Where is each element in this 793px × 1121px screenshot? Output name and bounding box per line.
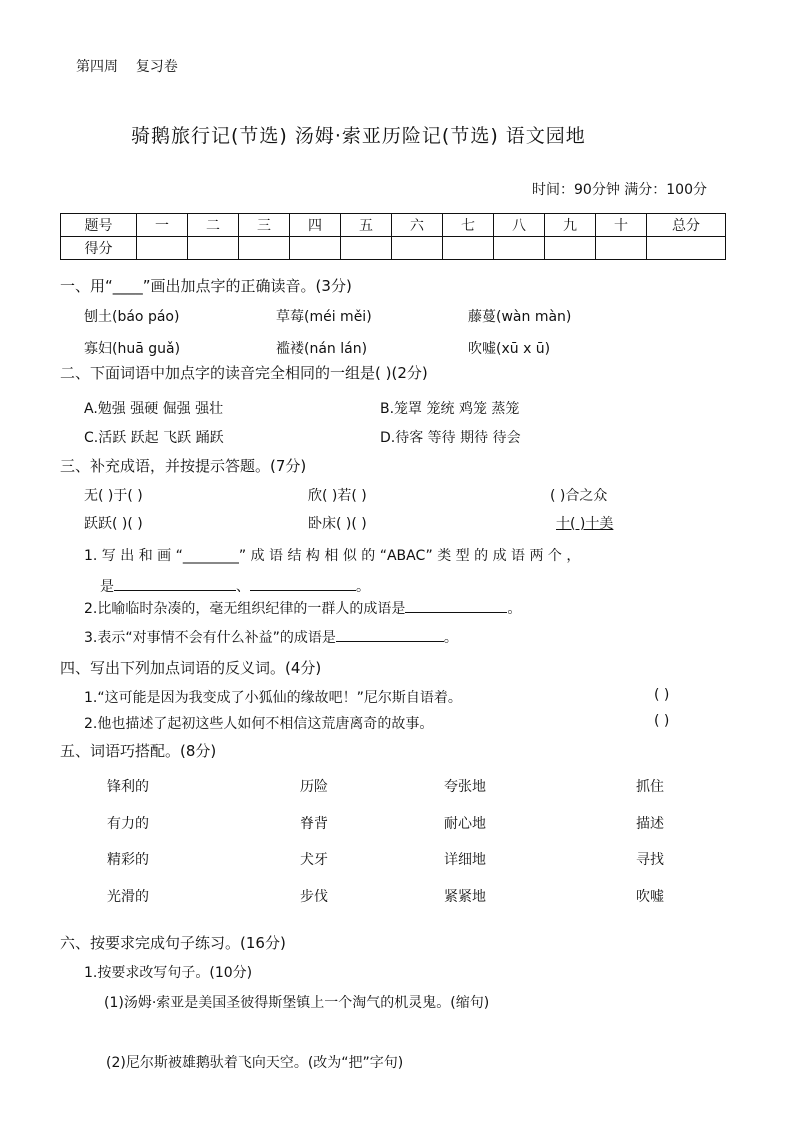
q6-sentence: (2)尼尔斯被雄鹅驮着飞向天空。(改为“把”字句)	[106, 1055, 404, 1071]
match-word[interactable]: 犬牙	[300, 852, 328, 868]
q4-item: 2.他也描述了起初这些人如何不相信这荒唐离奇的故事。	[84, 716, 434, 732]
q2-heading: 二、下面词语中加点字的读音完全相同的一组是( )(2分)	[60, 364, 428, 382]
q3-heading: 三、补充成语，并按提示答题。(7分)	[60, 457, 307, 475]
header-type: 复习卷	[135, 59, 178, 75]
page-title: 骑鹅旅行记(节选) 汤姆·索亚历险记(节选) 语文园地	[131, 125, 586, 147]
table-cell: 四	[290, 214, 341, 237]
match-word[interactable]: 吹嘘	[636, 889, 664, 905]
match-word[interactable]: 抓住	[636, 779, 664, 795]
q3-sub2	[84, 598, 521, 618]
match-word[interactable]: 有力的	[107, 816, 149, 832]
score-table	[60, 213, 726, 260]
score-input-cell[interactable]	[137, 237, 188, 260]
q3-sub3-end: 。	[443, 630, 458, 646]
q1-item: 草莓(méi měi)	[276, 309, 372, 325]
answer-blank[interactable]	[114, 576, 236, 591]
table-cell: 二	[188, 214, 239, 237]
q6-sentence: (1)汤姆·索亚是美国圣彼得斯堡镇上一个淘气的机灵鬼。(缩句)	[104, 995, 490, 1011]
score-input-cell[interactable]	[392, 237, 443, 260]
header	[76, 56, 178, 76]
q3-sub1-line2	[100, 576, 370, 596]
q3-idiom-underlined: 十( )十美	[556, 516, 614, 532]
q1-item: 刨土(báo páo)	[84, 309, 180, 325]
score-input-cell[interactable]	[239, 237, 290, 260]
q3-sub2-text: 2.比喻临时杂凑的，毫无组织纪律的一群人的成语是	[84, 601, 406, 617]
q4-heading: 四、写出下列加点词语的反义词。(4分)	[60, 659, 322, 677]
score-table-score-row	[61, 237, 726, 260]
match-word[interactable]: 精彩的	[107, 852, 149, 868]
match-word[interactable]: 锋利的	[107, 779, 149, 795]
table-cell: 十	[596, 214, 647, 237]
q6-sub1: 1.按要求改写句子。(10分)	[84, 965, 253, 981]
q4-item: 1.“这可能是因为我变成了小狐仙的缘故吧！”尼尔斯自语着。	[84, 690, 462, 706]
table-cell: 题号	[61, 214, 137, 237]
q1-item: 吹嘘(xū x ū)	[468, 341, 551, 357]
score-input-cell[interactable]	[647, 237, 726, 260]
q1-item: 寡妇(huā guǎ)	[84, 341, 181, 357]
answer-paren[interactable]: ( )	[654, 713, 670, 729]
match-word[interactable]: 脊背	[300, 816, 328, 832]
q2-option: A.勉强 强硬 倔强 强壮	[84, 401, 224, 417]
time-info: 时间：90分钟 满分：100分	[532, 182, 707, 198]
score-input-cell[interactable]	[341, 237, 392, 260]
match-word[interactable]: 历险	[300, 779, 328, 795]
q2-option: D.待客 等待 期待 待会	[380, 430, 521, 446]
match-word[interactable]: 紧紧地	[444, 889, 486, 905]
q6-heading: 六、按要求完成句子练习。(16分)	[60, 934, 286, 952]
match-word[interactable]: 夸张地	[444, 779, 486, 795]
table-cell: 七	[443, 214, 494, 237]
score-input-cell[interactable]	[290, 237, 341, 260]
q3-sub2-end: 。	[507, 601, 522, 617]
q5-heading: 五、词语巧搭配。(8分)	[60, 742, 217, 760]
q1-heading: 一、用“____”画出加点字的正确读音。(3分)	[60, 277, 352, 295]
q3-sub3	[84, 627, 458, 647]
q3-sub1-sep: 、	[236, 579, 250, 595]
table-cell: 八	[494, 214, 545, 237]
q3-idiom: 卧床( )( )	[308, 516, 367, 532]
table-cell: 一	[137, 214, 188, 237]
match-word[interactable]: 光滑的	[107, 889, 149, 905]
table-cell: 九	[545, 214, 596, 237]
q2-option: B.笼罩 笼统 鸡笼 蒸笼	[380, 401, 520, 417]
score-input-cell[interactable]	[596, 237, 647, 260]
table-cell: 五	[341, 214, 392, 237]
q1-item: 藤蔓(wàn màn)	[468, 309, 572, 325]
answer-paren[interactable]: ( )	[654, 687, 670, 703]
q3-idiom: 无( )于( )	[84, 488, 143, 504]
table-cell: 六	[392, 214, 443, 237]
q3-idiom: 欣( )若( )	[308, 488, 367, 504]
header-week: 第四周	[76, 59, 118, 75]
score-input-cell[interactable]	[494, 237, 545, 260]
match-word[interactable]: 寻找	[636, 852, 664, 868]
score-input-cell[interactable]	[545, 237, 596, 260]
answer-blank[interactable]	[250, 576, 356, 591]
match-word[interactable]: 步伐	[300, 889, 328, 905]
score-input-cell[interactable]	[188, 237, 239, 260]
q3-sub1-prefix: 是	[100, 579, 114, 595]
q3-idiom: 跃跃( )( )	[84, 516, 143, 532]
table-cell: 得分	[61, 237, 137, 260]
match-word[interactable]: 详细地	[444, 852, 486, 868]
q3-idiom: ( )合之众	[550, 488, 608, 504]
answer-blank[interactable]	[405, 598, 507, 613]
score-input-cell[interactable]	[443, 237, 494, 260]
q3-sub1-line1: 1. 写 出 和 画 “________” 成 语 结 构 相 似 的 “ABAC” 类 型 的 成 语 两 个 ，	[84, 548, 581, 564]
answer-blank[interactable]	[336, 627, 444, 642]
match-word[interactable]: 耐心地	[444, 816, 486, 832]
table-cell: 总分	[647, 214, 726, 237]
match-word[interactable]: 描述	[636, 816, 664, 832]
q2-option: C.活跃 跃起 飞跃 踊跃	[84, 430, 224, 446]
q1-item: 褴褛(nán lán)	[276, 341, 368, 357]
q3-sub1-end: 。	[356, 579, 370, 595]
score-table-header-row	[61, 214, 726, 237]
q3-sub3-text: 3.表示“对事情不会有什么补益”的成语是	[84, 630, 336, 646]
table-cell: 三	[239, 214, 290, 237]
